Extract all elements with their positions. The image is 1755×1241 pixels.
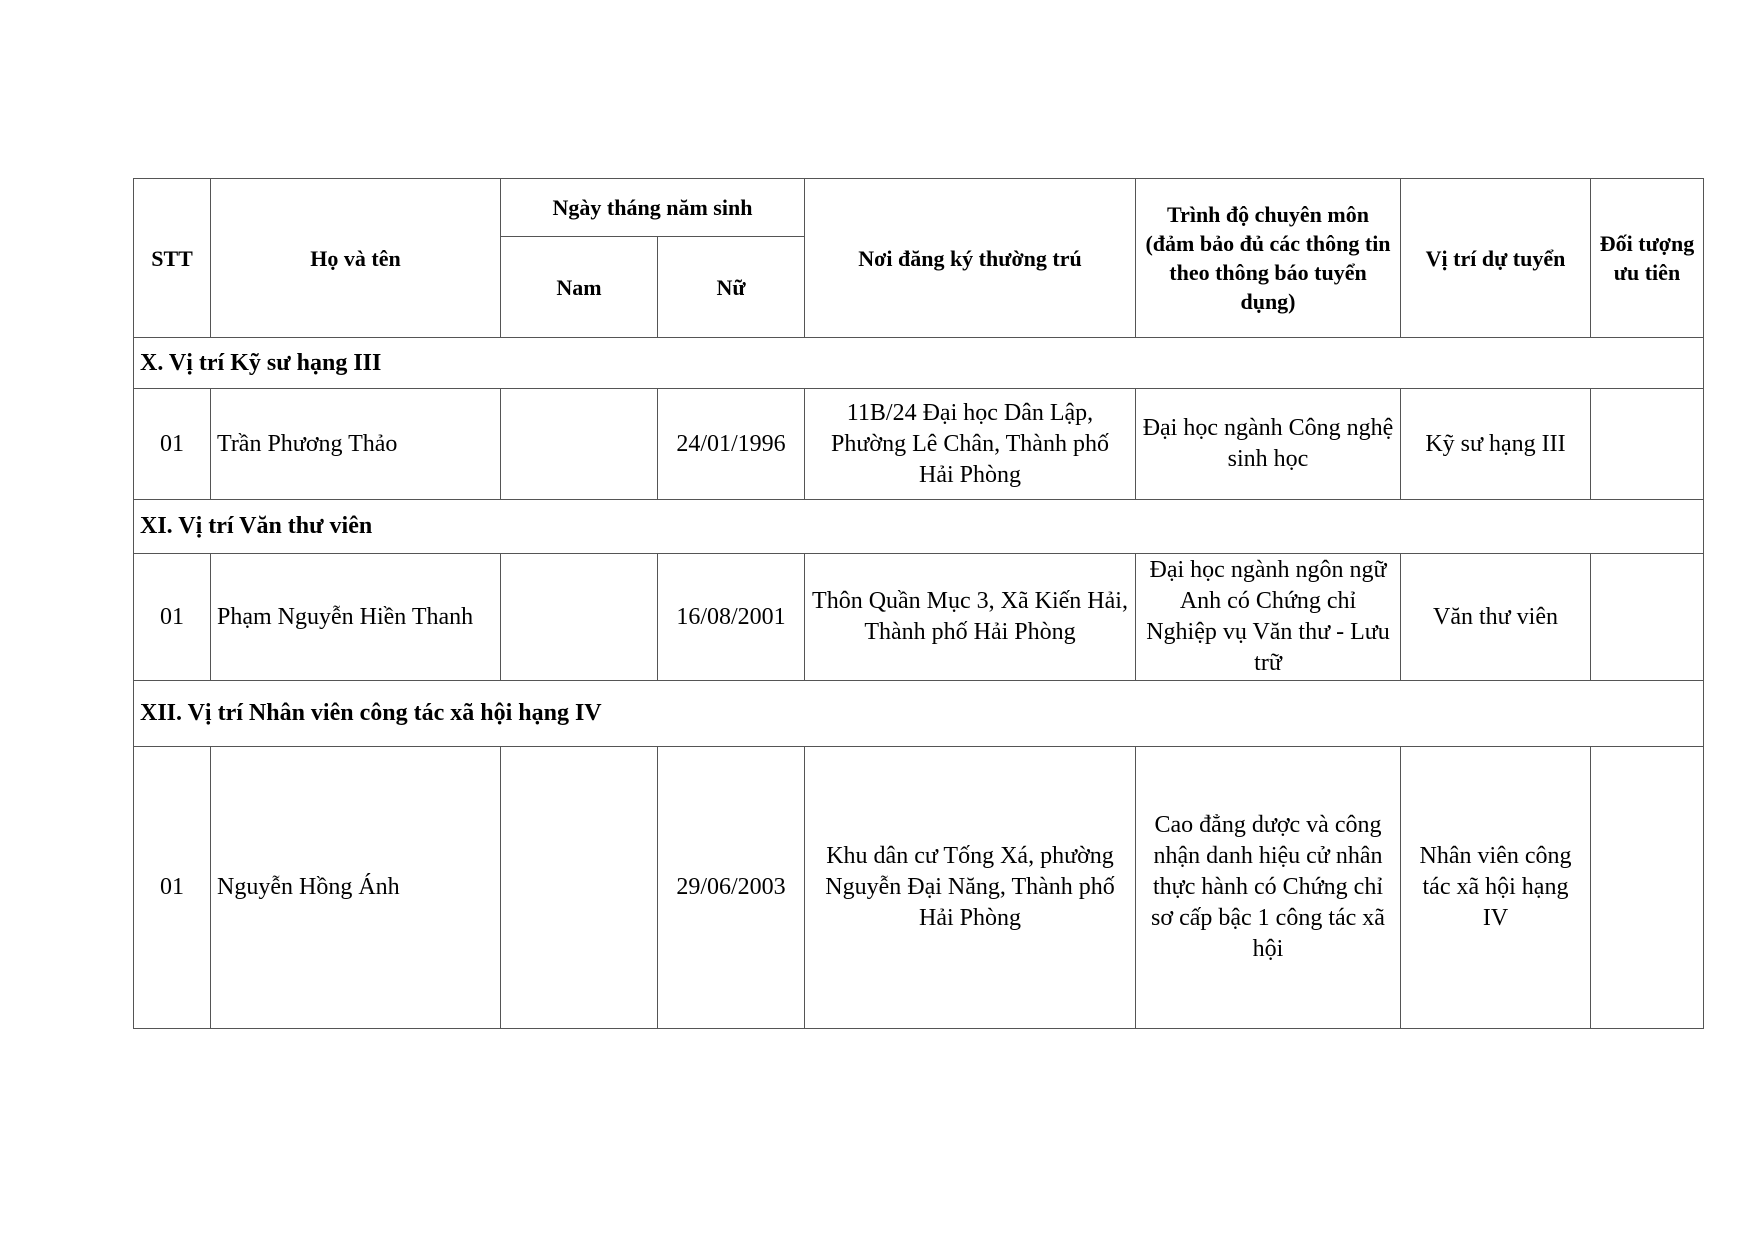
cell-name: Nguyễn Hồng Ánh (211, 747, 501, 1029)
cell-address: Khu dân cư Tống Xá, phường Nguyễn Đại Năng, Thành phố Hải Phòng (805, 747, 1136, 1029)
section-title: X. Vị trí Kỹ sư hạng III (134, 338, 1704, 389)
cell-name: Phạm Nguyễn Hiền Thanh (211, 554, 501, 681)
cell-stt: 01 (134, 389, 211, 500)
header-priority: Đối tượng ưu tiên (1591, 179, 1704, 338)
cell-qualification: Đại học ngành ngôn ngữ Anh có Chứng chỉ Nghiệp vụ Văn thư - Lưu trữ (1136, 554, 1401, 681)
cell-dob-female: 29/06/2003 (658, 747, 805, 1029)
cell-dob-male (501, 389, 658, 500)
cell-name: Trần Phương Thảo (211, 389, 501, 500)
cell-address: Thôn Quần Mục 3, Xã Kiến Hải, Thành phố Hải Phòng (805, 554, 1136, 681)
section-title: XI. Vị trí Văn thư viên (134, 500, 1704, 554)
cell-stt: 01 (134, 747, 211, 1029)
cell-position: Nhân viên công tác xã hội hạng IV (1401, 747, 1591, 1029)
cell-qualification: Cao đẳng dược và công nhận danh hiệu cử nhân thực hành có Chứng chỉ sơ cấp bậc 1 công tác xã hội (1136, 747, 1401, 1029)
cell-dob-female: 24/01/1996 (658, 389, 805, 500)
cell-stt: 01 (134, 554, 211, 681)
header-address: Nơi đăng ký thường trú (805, 179, 1136, 338)
cell-dob-female: 16/08/2001 (658, 554, 805, 681)
header-name: Họ và tên (211, 179, 501, 338)
table-row (134, 554, 1704, 681)
header-stt: STT (134, 179, 211, 338)
candidate-table (133, 178, 1704, 1029)
section-title: XII. Vị trí Nhân viên công tác xã hội hạng IV (134, 681, 1704, 747)
header-female: Nữ (658, 237, 805, 338)
cell-address: 11B/24 Đại học Dân Lập, Phường Lê Chân, Thành phố Hải Phòng (805, 389, 1136, 500)
header-male: Nam (501, 237, 658, 338)
cell-position: Văn thư viên (1401, 554, 1591, 681)
cell-priority (1591, 747, 1704, 1029)
table-row (134, 389, 1704, 500)
header-qualification: Trình độ chuyên môn (đảm bảo đủ các thông tin theo thông báo tuyển dụng) (1136, 179, 1401, 338)
cell-position: Kỹ sư hạng III (1401, 389, 1591, 500)
cell-qualification: Đại học ngành Công nghệ sinh học (1136, 389, 1401, 500)
cell-priority (1591, 389, 1704, 500)
table-row (134, 747, 1704, 1029)
cell-dob-male (501, 747, 658, 1029)
cell-dob-male (501, 554, 658, 681)
header-position: Vị trí dự tuyển (1401, 179, 1591, 338)
cell-priority (1591, 554, 1704, 681)
header-dob: Ngày tháng năm sinh (501, 179, 805, 237)
